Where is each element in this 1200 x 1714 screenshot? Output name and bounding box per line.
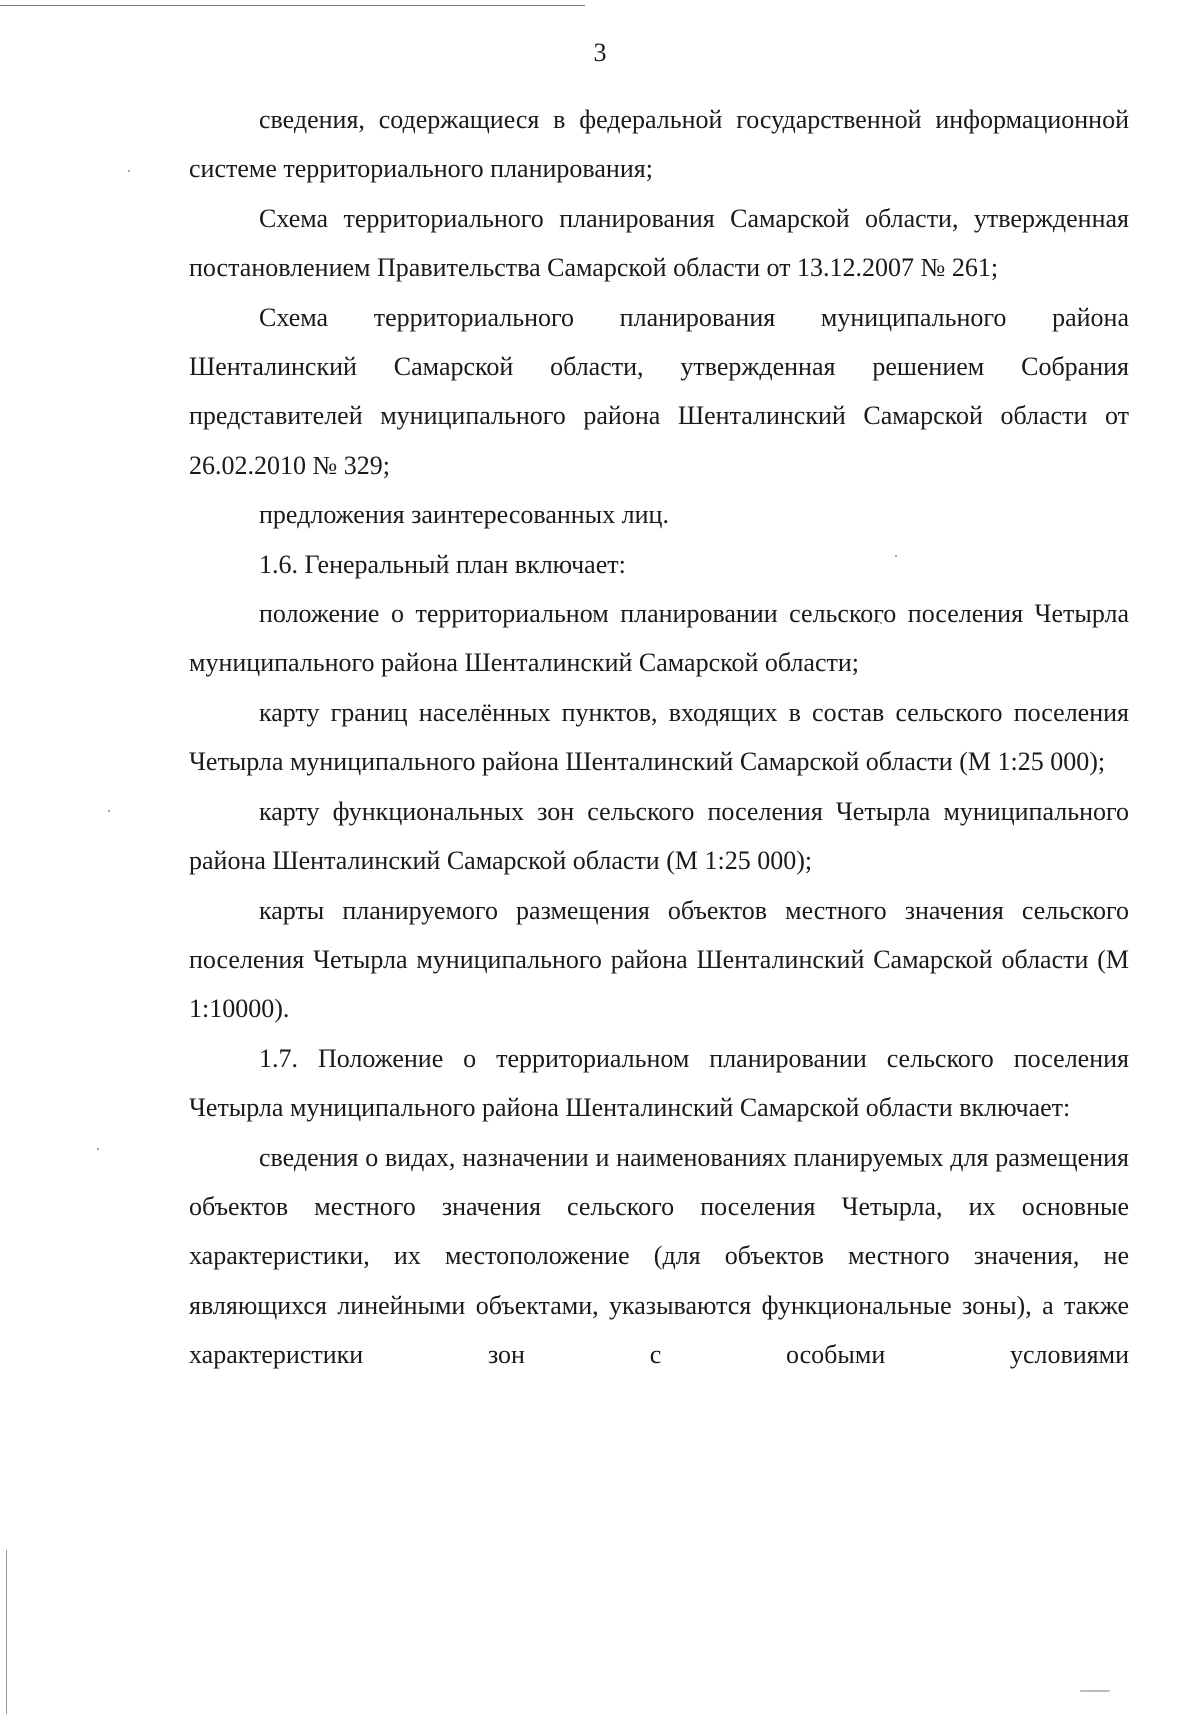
scan-speck (1080, 1690, 1110, 1692)
paragraph: карту функциональных зон сельского поселения Четырла муниципального района Шенталинский Самарской области (М 1:25 000); (189, 796, 1129, 876)
paragraph: предложения заинтересованных лиц. (259, 500, 669, 530)
scan-speck (97, 1148, 99, 1150)
scan-speck (108, 810, 110, 812)
paragraph: карты планируемого размещения объектов местного значения сельского поселения Четырла муниципального района Шенталинский Самарской области (М 1:10000). (189, 895, 1129, 1024)
paragraph: Схема территориального планирования Самарской области, утвержденная постановлением Правительства Самарской области от 13.12.2007 № 261; (189, 203, 1129, 283)
paragraph: 1.7. Положение о территориальном планировании сельского поселения Четырла муниципального района Шенталинский Самарской области включает: (189, 1043, 1129, 1123)
document-body (189, 95, 1129, 1380)
paragraph: 1.6. Генеральный план включает: (259, 549, 626, 579)
paragraph: Схема территориального планирования муниципального района Шенталинский Самарской области, утвержденная решением Собрания представителей муниципального района Шенталинский Самарской области от 26.02.2010 № 329; (189, 302, 1129, 480)
paragraph: положение о территориальном планировании сельского поселения Четырла муниципального района Шенталинский Самарской области; (189, 599, 1129, 678)
page-number: 3 (593, 38, 607, 67)
scan-speck (128, 170, 130, 172)
paragraph: сведения, содержащиеся в федеральной государственной информационной системе территориального планирования; (189, 105, 1129, 184)
scan-edge-line (0, 5, 585, 6)
paragraph: сведения о видах, назначении и наименованиях планируемых для размещения объектов местного значения сельского поселения Четырла, их основные характеристики, их местоположение (для объектов местного значения, не являющихся линейными объектами, указываются функциональные зоны), а также характеристики зон с особыми условиями (189, 1142, 1129, 1370)
scan-edge-line (6, 1550, 7, 1714)
paragraph: карту границ населённых пунктов, входящих в состав сельского поселения Четырла муниципального района Шенталинский Самарской области (М 1:25 000); (189, 697, 1129, 777)
